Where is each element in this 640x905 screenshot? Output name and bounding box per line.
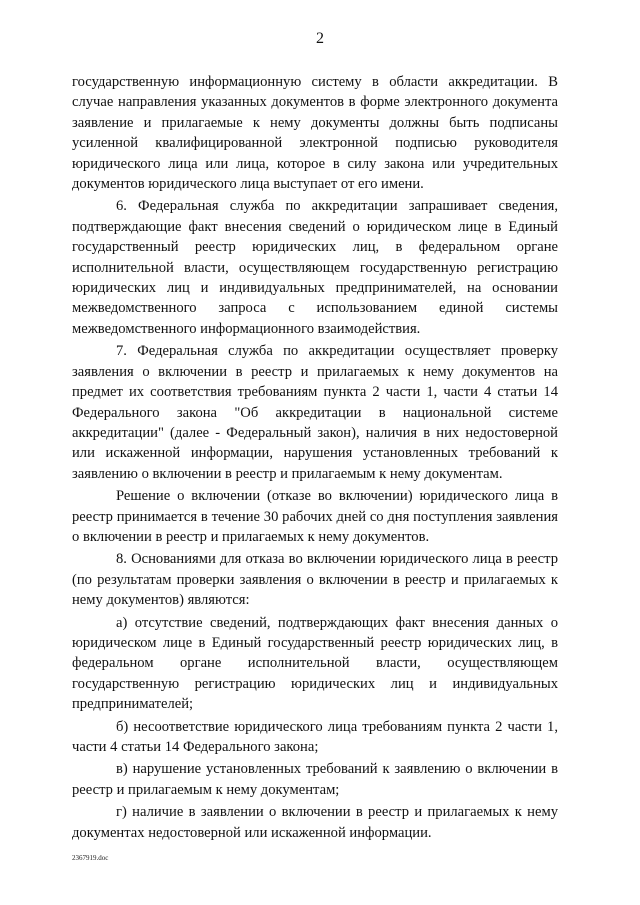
- paragraph-item-6: 6. Федеральная служба по аккредитации запрашивает сведения, подтверждающие факт внесения сведений о юридическом лице в Единый государственный реестр юридических лиц, в федеральном органе исполнительной власти, осуществляющем государственную регистрацию юридических лиц и индивидуальных предпринимателей, на основании межведомственного запроса с использованием единой системы межведомственного информационного взаимодействия.: [72, 198, 558, 337]
- paragraph-item-8: 8. Основаниями для отказа во включении юридического лица в реестр (по результатам проверки заявления о включении в реестр и прилагаемых к нему документов) являются:: [72, 551, 558, 609]
- paragraph-subitem-a: а) отсутствие сведений, подтверждающих факт внесения данных о юридическом лице в Единый государственный реестр юридических лиц, в федеральном органе исполнительной власти, осуществляющем государственную регистрацию юридических лиц и индивидуальных предпринимателей;: [72, 614, 558, 713]
- paragraph-decision-term: Решение о включении (отказе во включении) юридического лица в реестр принимается в течение 30 рабочих дней со дня поступления заявления о включении в реестр и прилагаемых к нему документов.: [72, 488, 558, 545]
- paragraph-intro-continuation: государственную информационную систему в области аккредитации. В случае направления указанных документов в форме электронного документа заявление и прилагаемые к нему документы должны быть подписаны усиленной квалифицированной электронной подписью руководителя юридического лица или лица, которое в силу закона или учредительных документов юридического лица выступает от его имени.: [72, 74, 558, 193]
- document-body: [72, 72, 558, 845]
- paragraph-subitem-g: г) наличие в заявлении о включении в реестр и прилагаемых к нему документах недостоверной или искаженной информации.: [72, 804, 558, 841]
- document-file-code: 2367919.doc: [72, 854, 109, 862]
- paragraph-item-7: 7. Федеральная служба по аккредитации осуществляет проверку заявления о включении в реестр и прилагаемых к нему документов на предмет их соответствия требованиям пункта 2 части 1, части 4 статьи 14 Федерального закона "Об аккредитации в национальной системе аккредитации" (далее - Федеральный закон), наличия в них недостоверной или искаженной информации, нарушения установленных требований к заявлению о включении в реестр и прилагаемым к нему документам.: [72, 343, 558, 482]
- paragraph-subitem-b: б) несоответствие юридического лица требованиям пункта 2 части 1, части 4 статьи 14 Федерального закона;: [72, 718, 558, 755]
- paragraph-subitem-v: в) нарушение установленных требований к заявлению о включении в реестр и прилагаемым к нему документам;: [72, 761, 558, 798]
- page-number: 2: [316, 30, 324, 47]
